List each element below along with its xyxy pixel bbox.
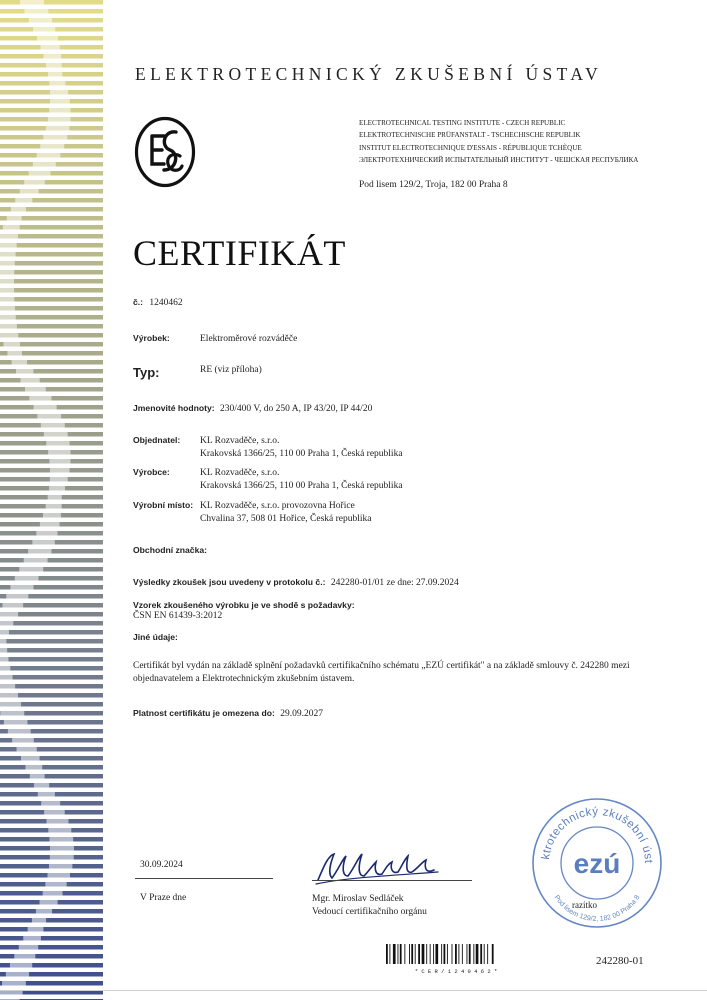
trademark-row bbox=[133, 545, 207, 556]
reference-number: 242280-01 bbox=[596, 955, 644, 967]
barcode-bar bbox=[452, 944, 453, 964]
validity-value: 29.09.2027 bbox=[280, 709, 323, 719]
results-row bbox=[133, 577, 459, 588]
validity-row bbox=[133, 708, 323, 719]
issue-place: V Praze dne bbox=[140, 893, 187, 903]
product-row bbox=[133, 333, 170, 344]
barcode-bars bbox=[384, 944, 528, 964]
institute-names bbox=[359, 117, 638, 166]
barcode-bar bbox=[430, 944, 431, 964]
other-row bbox=[133, 632, 178, 643]
sample-value: ČSN EN 61439-3:2012 bbox=[133, 611, 223, 621]
barcode-bar bbox=[458, 944, 459, 964]
barcode-bar bbox=[409, 944, 410, 964]
ratings-row bbox=[133, 403, 372, 414]
manufacturer-value bbox=[200, 467, 403, 492]
ratings-value: 230/400 V, do 250 A, IP 43/20, IP 44/20 bbox=[220, 404, 373, 414]
plant-label: Výrobní místo: bbox=[133, 500, 194, 510]
signer-name: Mgr. Miroslav Sedláček bbox=[312, 894, 404, 904]
orderer-address: Krakovská 1366/25, 110 00 Praha 1, Česká republika bbox=[200, 448, 403, 459]
certificate-title: CERTIFIKÁT bbox=[133, 233, 346, 273]
orderer-row bbox=[133, 435, 180, 446]
date-line bbox=[135, 878, 273, 879]
barcode-bar bbox=[462, 944, 463, 964]
institute-name-en: ELECTROTECHNICAL TESTING INSTITUTE - CZECH REPUBLIC bbox=[359, 119, 566, 127]
validity-label: Platnost certifikátu je omezena do: bbox=[133, 708, 275, 718]
issue-date: 30.09.2024 bbox=[140, 860, 183, 870]
orderer-value bbox=[200, 435, 403, 460]
type-row bbox=[133, 365, 159, 380]
barcode-bar bbox=[422, 944, 425, 964]
type-label: Typ: bbox=[133, 365, 160, 380]
trademark-label: Obchodní značka: bbox=[133, 545, 208, 555]
barcode-bar bbox=[484, 944, 485, 964]
certificate-statement: Certifikát byl vydán na základě splnění požadavků certifikačního schématu „EZÚ certifikát" a na základě smlouvy č. 242280 mezi objednavatelem a Elektrotechnickým zkušebním ústavem. bbox=[133, 661, 630, 684]
manufacturer-name: KL Rozvaděče, s.r.o. bbox=[200, 468, 280, 478]
handwritten-signature bbox=[314, 846, 442, 888]
barcode-bar bbox=[400, 944, 402, 964]
manufacturer-address: Krakovská 1366/25, 110 00 Praha 1, Česká republika bbox=[200, 480, 403, 491]
stamp-bottom-text: Pod lisem 129/2, 182 00 Praha 8 bbox=[552, 894, 642, 924]
signature bbox=[314, 846, 442, 888]
barcode-bar bbox=[398, 944, 399, 964]
plant-address: Chvalina 37, 508 01 Hořice, Česká republika bbox=[200, 513, 372, 524]
barcode-bar bbox=[389, 944, 390, 964]
product-value: Elektroměrové rozváděče bbox=[200, 334, 298, 344]
barcode-bar bbox=[415, 944, 416, 964]
plant-value bbox=[200, 500, 372, 525]
product-label: Výrobek: bbox=[133, 333, 170, 343]
signer-block bbox=[312, 893, 427, 918]
institute-address: Pod lisem 129/2, Troja, 182 00 Praha 8 bbox=[359, 180, 508, 190]
barcode-bar bbox=[455, 944, 457, 964]
certificate-number: 1240462 bbox=[149, 298, 183, 308]
institute-name-fr: INSTITUT ELECTROTECHNIQUE D'ESSAIS - RÉPUBLIQUE TCHÈQUE bbox=[359, 143, 582, 152]
other-label: Jiné údaje: bbox=[133, 632, 178, 642]
ratings-label: Jmenovité hodnoty: bbox=[133, 403, 215, 413]
signer-role: Vedoucí certifikačního orgánu bbox=[312, 906, 427, 917]
stamp-center-text: ezú bbox=[573, 848, 621, 879]
plant-name: KL Rozvaděče, s.r.o. provozovna Hořice bbox=[200, 501, 355, 511]
certificate-number-row bbox=[133, 297, 183, 308]
results-label: Výsledky zkoušek jsou uvedeny v protokolu č.: bbox=[133, 577, 326, 587]
ezu-stamp-seal bbox=[530, 796, 664, 930]
institute-name-de: ELEKTROTECHNISCHE PRÜFANSTALT - TSCHECHISCHE REPUBLIK bbox=[359, 131, 581, 140]
institute-name-ru: ЭЛЕКТРОТЕХНИЧЕСКИЙ ИСПЫТАТЕЛЬНЫЙ ИНСТИТУТ - ЧЕШСКАЯ РЕСПУБЛИКА bbox=[359, 155, 639, 164]
barcode bbox=[384, 944, 528, 975]
signature-line bbox=[312, 880, 472, 881]
barcode-bar bbox=[487, 944, 488, 964]
stamp-ring-text: ktrotechnický zkušební úst bbox=[540, 805, 655, 864]
manufacturer-row bbox=[133, 467, 170, 478]
barcode-bar bbox=[492, 944, 494, 964]
manufacturer-label: Výrobce: bbox=[133, 467, 170, 477]
orderer-name: KL Rozvaděče, s.r.o. bbox=[200, 436, 280, 446]
ezu-stamp bbox=[530, 796, 664, 930]
barcode-bar bbox=[426, 944, 427, 964]
barcode-bar bbox=[411, 944, 413, 964]
barcode-bar bbox=[447, 944, 448, 964]
barcode-bar bbox=[418, 944, 420, 964]
barcode-bar bbox=[435, 944, 438, 964]
barcode-bar bbox=[467, 944, 468, 964]
barcode-text: * C E R / 1 2 4 0 4 6 2 * bbox=[414, 968, 498, 975]
barcode-bar bbox=[393, 944, 396, 964]
plant-row bbox=[133, 500, 193, 511]
barcode-bar bbox=[480, 944, 482, 964]
orderer-label: Objednatel: bbox=[133, 435, 181, 445]
barcode-bar bbox=[386, 944, 388, 964]
barcode-bar bbox=[469, 944, 471, 964]
sample-label: Vzorek zkoušeného výrobku je ve shodě s požadavky: bbox=[133, 600, 355, 610]
bottom-rule bbox=[0, 990, 707, 991]
esc-logo bbox=[134, 116, 196, 188]
results-value: 242280-01/01 ze dne: 27.09.2024 bbox=[330, 578, 459, 588]
number-label: č.: bbox=[133, 297, 144, 307]
barcode-bar bbox=[433, 944, 434, 964]
barcode-bar bbox=[441, 944, 442, 964]
barcode-bar bbox=[476, 944, 479, 964]
barcode-bar bbox=[444, 944, 446, 964]
stamp-label: razítko bbox=[572, 900, 597, 910]
sample-row bbox=[133, 600, 355, 621]
esc-logo-icon bbox=[134, 116, 196, 188]
barcode-bar bbox=[404, 944, 405, 964]
type-value: RE (viz příloha) bbox=[200, 365, 262, 375]
institute-title: ELEKTROTECHNICKÝ ZKUŠEBNÍ ÚSTAV bbox=[135, 64, 603, 84]
barcode-bar bbox=[473, 944, 474, 964]
